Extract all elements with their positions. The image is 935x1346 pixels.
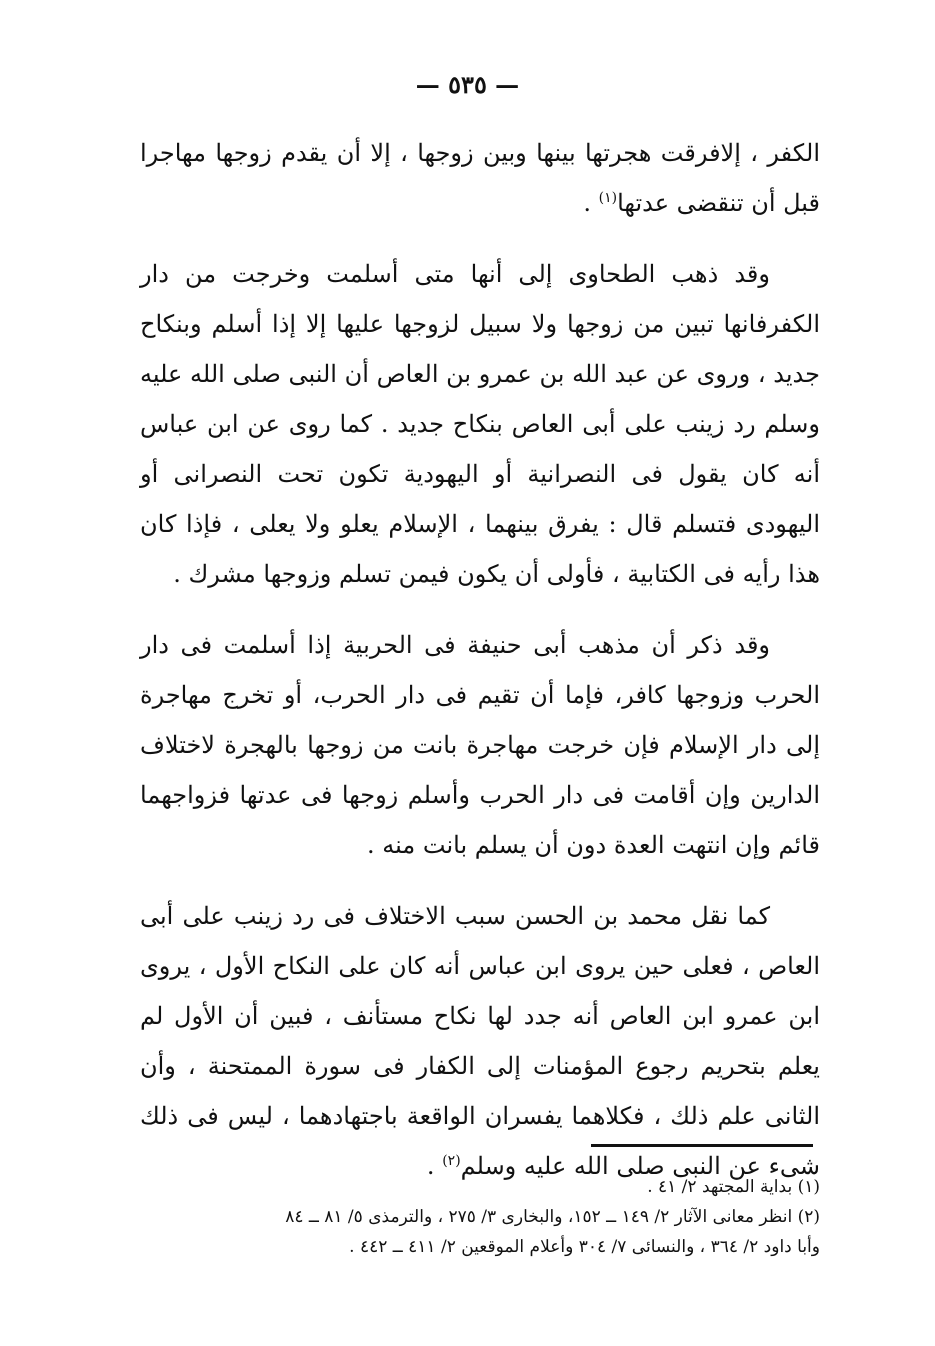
paragraph-4-end: . [426,1152,443,1180]
main-text [140,128,820,1212]
footnote-ref-2: (٢) [442,1153,461,1169]
footnote-1: (١) بداية المجتهد ٢/ ٤١ . [647,1177,820,1197]
paragraph-3: وقد ذكر أن مذهب أبى حنيفة فى الحربية إذا أسلمت فى دار الحرب وزوجها كافر، فإما أن تقيم فى دار الحرب، أو تخرج مهاجرة إلى دار الإسلام فإن خرجت مهاجرة بانت من زوجها بالهجرة لاختلاف الدارين وإن أقامت فى دار الحرب وأسلم زوجها فى عدتها فزواجهما قائم وإن انتهت العدة دون أن يسلم بانت منه . [140,631,820,859]
footnote-2: (٢) انظر معانى الآثار ٢/ ١٤٩ ــ ١٥٢، والبخارى ٣/ ٢٧٥ ، والترمذى ٥/ ٨١ ــ ٨٤ [285,1207,820,1227]
footnote-ref-1: (١) [598,190,618,206]
footnotes [140,1172,820,1262]
paragraph-4-text: كما نقل محمد بن الحسن سبب الاختلاف فى رد زينب على أبى العاص ، فعلى حين يروى ابن عباس أنه كان على النكاح الأول ، يروى ابن عمرو ابن العاص أنه جدد لها نكاح مستأنف ، فبين أن الأول لم يعلم بتحريم رجوع المؤمنات إلى الكفار فى سورة الممتحنة ، وأن الثانى علم ذلك ، فكلاهما يفسران الواقعة باجتهادهما ، ليس فى ذلك شىء عن النبى صلى الله عليه وسلم [140,902,820,1180]
footnote-separator [591,1144,813,1147]
paragraph-1-end: . [583,189,599,217]
page-number: — ٥٣٥ — [415,70,520,99]
footnote-2-continued: وأبا داود ٢/ ٣٦٤ ، والنسائى ٧/ ٣٠٤ وأعلام الموقعين ٢/ ٤١١ ــ ٤٤٢ . [349,1237,820,1257]
paragraph-1-text: الكفر ، إلافرقت هجرتها بينها وبين زوجها ، إلا أن يقدم زوجها مهاجرا قبل أن تنقضى عدتها [140,139,820,217]
paragraph-2: وقد ذهب الطحاوى إلى أنها متى أسلمت وخرجت من دار الكفرفانها تبين من زوجها ولا سبيل لزوجها عليها إلا إذا أسلم وبنكاح جديد ، وروى عن عبد الله بن عمرو بن العاص أن النبى صلى الله عليه وسلم رد زينب على أبى العاص بنكاح جديد . كما روى عن ابن عباس أنه كان يقول فى النصرانية أو اليهودية تكون تحت النصرانى أو اليهودى فتسلم قال : يفرق بينهما ، الإسلام يعلو ولا يعلى ، فإذا كان هذا رأيه فى الكتابية ، فأولى أن يكون فيمن تسلم وزوجها مشرك . [140,260,820,588]
paragraph-1 [140,128,820,228]
